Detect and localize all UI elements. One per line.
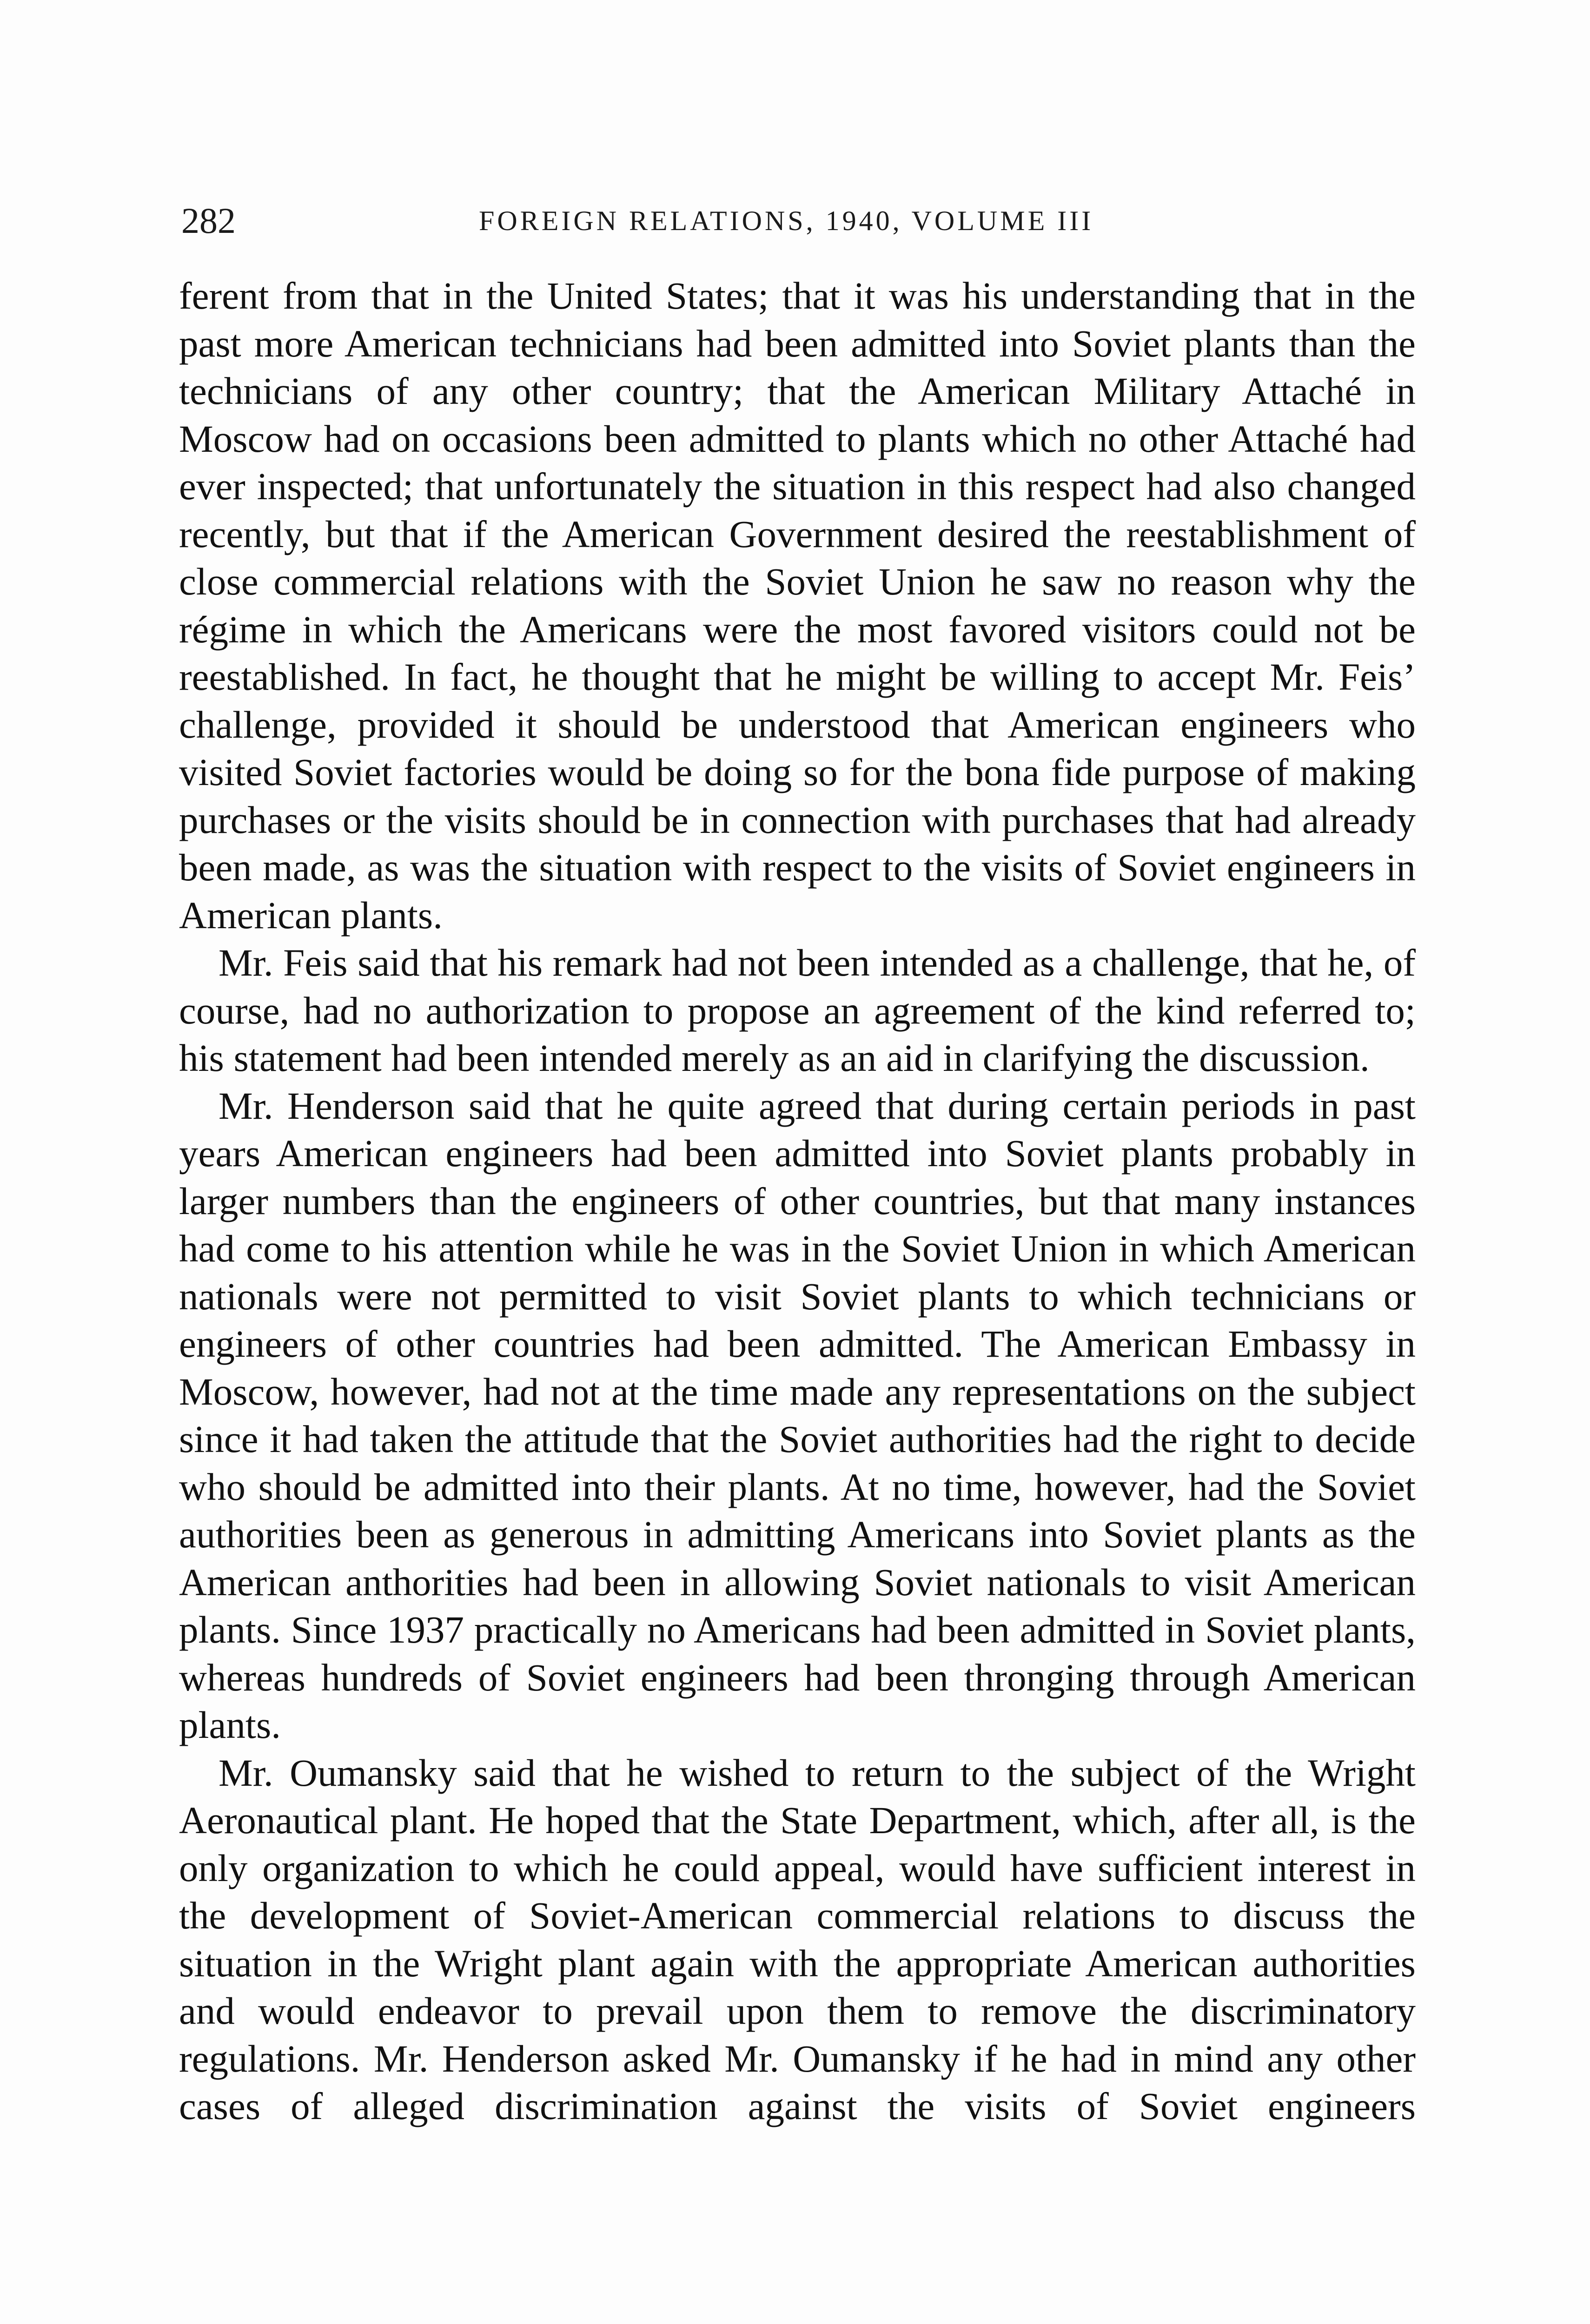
paragraph-feis: Mr. Feis said that his remark had not been intended as a challenge, that he, of course, had no authorization to propose an agreement of the kind referred to; his statement had been intended merely as an aid in clarifying the discussion. [179,941,1416,1079]
paragraph-henderson: Mr. Henderson said that he quite agreed that during certain periods in past years American engineers had been admitted into Soviet plants probably in larger numbers than the engineers of other countries, but that many instances had come to his attention while he was in the Soviet Union in which American nationals were not permitted to visit Soviet plants to which technicians or engineers of other countries had been admitted. The American Embassy in Moscow, however, had not at the time made any representations on the subject since it had taken the attitude that the Soviet authorities had the right to decide who should be admitted into their plants. At no time, however, had the Soviet authorities been as generous in admitting Americans into Soviet plants as the American anthorities had been in allowing Soviet nationals to visit American plants. Since 1937 practically no Americans had been admitted in Soviet plants, whereas hundreds of Soviet engineers had been thronging through American plants. [179,1084,1416,1746]
paragraph-continuation: ferent from that in the United States; that it was his understanding that in the past more American technicians had been admitted into Soviet plants than the technicians of any other country; that the American Military Attaché in Moscow had on occasions been admitted to plants which no other Attaché had ever inspected; that unfortunately the situation in this respect had also changed recently, but that if the American Government desired the reestablishment of close commercial relations with the Soviet Union he saw no reason why the régime in which the Americans were the most favored visitors could not be reestablished. In fact, he thought that he might be willing to accept Mr. Feis’ challenge, provided it should be understood that American engineers who visited Soviet factories would be doing so for the bona fide purpose of making purchases or the visits should be in connection with purchases that had already been made, as was the situation with respect to the visits of Soviet engineers in American plants. [179,274,1416,937]
page-number: 282 [181,200,236,241]
paragraph-oumansky: Mr. Oumansky said that he wished to return to the subject of the Wright Aeronautical plant. He hoped that the State Department, which, after all, is the only organization to which he could appeal, would have sufficient interest in the development of Soviet-American commercial relations to discuss the situation in the Wright plant again with the appropriate American authorities and would endeavor to prevail upon them to remove the discriminatory regulations. Mr. Henderson asked Mr. Oumansky if he had in mind any other cases of alleged discrimination against the visits of Soviet engineers [179,1751,1416,2127]
running-head: FOREIGN RELATIONS, 1940, VOLUME III [479,205,1094,236]
body-text [179,272,1416,2130]
page-header [181,195,1416,246]
